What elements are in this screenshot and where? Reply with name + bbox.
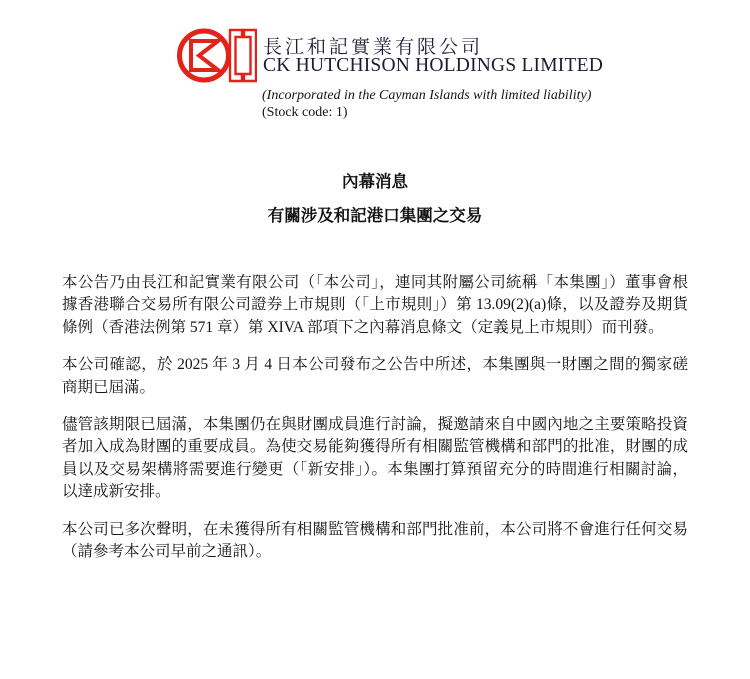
logo-h-left-bracket: [230, 30, 242, 81]
body-paragraph-3: 儘管該期限已屆滿，本集團仍在與財團成員進行討論，擬邀請來自中國內地之主要策略投資者加入成為財團的重要成員。為使交易能夠獲得所有相關監管機構和部門的批准，財團的成員以及交易架構將需要進行變更（「新安排」）。本集團打算預留充分的時間進行相關討論，以達成新安排。: [62, 416, 688, 501]
stock-code-line: (Stock code: 1): [262, 105, 348, 120]
logo-k-mark: [191, 41, 218, 70]
company-name-english: CK HUTCHISON HOLDINGS LIMITED: [263, 55, 603, 76]
logo-h-right-bracket: [244, 30, 256, 81]
body-paragraph-2: 本公司確認，於 2025 年 3 月 4 日本公司發布之公告中所述，本集團與一財團之間的獨家磋商期已屆滿。: [62, 356, 688, 396]
body-paragraph-1: 本公告乃由長江和記實業有限公司（「本公司」，連同其附屬公司統稱「本集團」）董事會根據香港聯合交易所有限公司證券上市規則（「上市規則」）第 13.09(2)(a)條，以及證券及期貨條例（香港法例第 571 章）第 XIVA 部項下之內幕消息條文（定義見上市規則）而刊發。: [62, 274, 688, 336]
announcement-body: [62, 272, 688, 563]
ck-hutchison-logo-icon: [177, 28, 257, 83]
announcement-subtitle: 有關涉及和記港口集團之交易: [267, 206, 483, 225]
logo-circle: [180, 31, 229, 80]
incorporation-note: (Incorporated in the Cayman Islands with limited liability): [262, 88, 592, 103]
announcement-document: [62, 121, 688, 578]
letterhead: [177, 28, 697, 121]
body-paragraph-4: 本公司已多次聲明，在未獲得所有相關監管機構和部門批准前，本公司將不會進行任何交易（請參考本公司早前之通訊）。: [62, 520, 688, 561]
company-name-chinese: 長江和記實業有限公司: [263, 37, 484, 58]
announcement-title: 內幕消息: [342, 172, 408, 191]
